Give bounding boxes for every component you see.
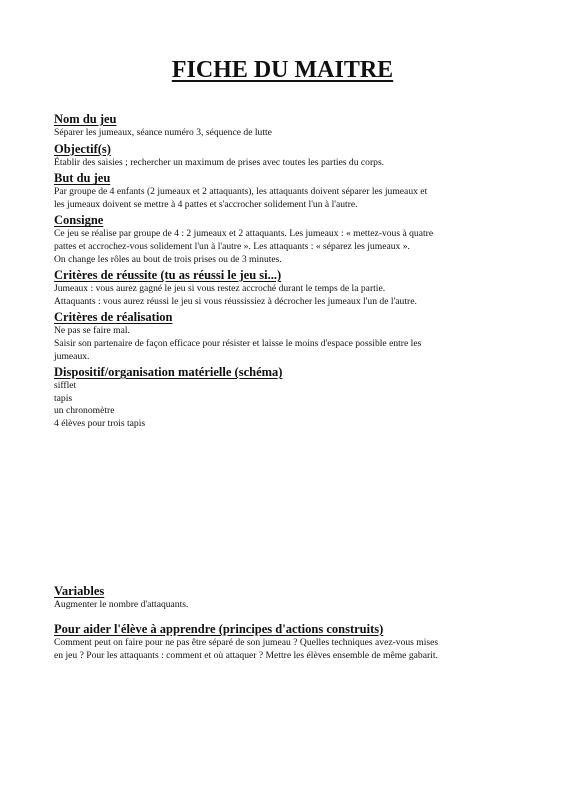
section-heading: Critères de réussite (tu as réussi le jeu si...)	[54, 268, 282, 283]
section-consigne	[54, 213, 504, 266]
section-line: Jumeaux : vous aurez gagné le jeu si vous restez accroché durant le temps de la partie.	[54, 283, 386, 295]
schema-blank-area	[54, 431, 504, 582]
list-item: un chronomètre	[54, 405, 115, 417]
document-body	[54, 110, 504, 662]
section-text: Séparer les jumeaux, séance numéro 3, séquence de lutte	[54, 127, 272, 138]
section-line: pattes et accrochez-vous solidement l'un à l'autre ». Les attaquants : « séparez les jumeaux ».	[54, 240, 410, 252]
section-heading: Objectif(s)	[54, 141, 111, 156]
section-line: Attaquants : vous aurez réussi le jeu si vous réussissiez à décrocher les jumeaux l'un de l'autre.	[54, 295, 417, 307]
section-heading: But du jeu	[54, 171, 111, 186]
section-heading: Consigne	[54, 213, 104, 228]
list-item: 4 élèves pour trois tapis	[54, 417, 146, 429]
section-dispositif	[54, 365, 504, 430]
section-nom-du-jeu	[54, 112, 504, 140]
page-title: FICHE DU MAITRE	[171, 57, 394, 83]
section-line: On change les rôles au bout de trois prises ou de 3 minutes.	[54, 253, 282, 265]
section-line: Par groupe de 4 enfants (2 jumeaux et 2 attaquants), les attaquants doivent séparer les jumeaux et	[54, 186, 428, 198]
section-line: jumeaux.	[54, 350, 90, 362]
section-criteres-realisation	[54, 310, 504, 363]
section-line: Ce jeu se réalise par groupe de 4 : 2 jumeaux et 2 attaquants. Les jumeaux : « mettez-vous à quatre	[54, 228, 434, 240]
section-objectifs	[54, 142, 504, 170]
list-item: tapis	[54, 392, 73, 404]
section-line: Ne pas se faire mal.	[54, 325, 130, 337]
section-heading: Nom du jeu	[54, 112, 117, 126]
spacer	[54, 611, 504, 620]
section-heading: Dispositif/organisation matérielle (schéma)	[54, 365, 283, 380]
list-item: sifflet	[54, 380, 77, 392]
section-but-du-jeu	[54, 171, 504, 211]
section-line: Saisir son partenaire de façon efficace pour résister et laisse le moins d'espace possible entre les	[54, 337, 422, 349]
section-line: les jumeaux doivent se mettre à 4 pattes et s'accrocher solidement l'un à l'autre.	[54, 198, 358, 210]
section-line: en jeu ? Pour les attaquants : comment et où attaquer ? Mettre les élèves ensemble de même gabarit.	[54, 649, 438, 661]
section-variables	[54, 584, 504, 612]
section-heading: Variables	[54, 583, 105, 598]
section-text: Augmenter le nombre d'attaquants.	[54, 598, 189, 610]
section-criteres-reussite	[54, 268, 504, 308]
section-text: Établir des saisies ; rechercher un maximum de prises avec toutes les parties du corps.	[54, 156, 385, 168]
section-line: Comment peut on faire pour ne pas être séparé de son jumeau ? Quelles techniques avez-vous mises	[54, 637, 439, 649]
section-heading: Pour aider l'élève à apprendre (principes d'actions construits)	[54, 622, 384, 637]
section-pour-aider	[54, 622, 504, 662]
section-heading: Critères de réalisation	[54, 310, 173, 325]
